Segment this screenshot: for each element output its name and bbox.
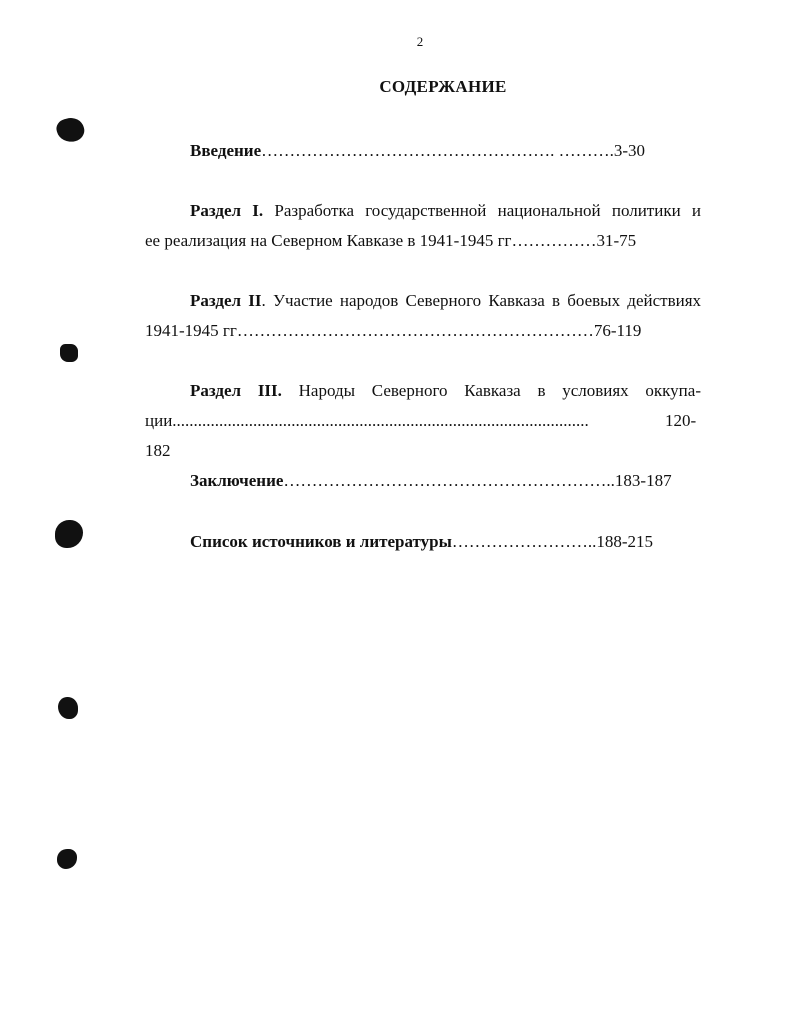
toc-entry-section-1 [145,196,701,256]
punch-hole-mark [58,697,78,719]
toc-entry-line [145,196,701,226]
toc-entry-title-continued: 1941-1945 гг……………………………………………………… [145,321,594,340]
toc-entry-label: Введение [190,141,262,160]
toc-entry-pages: 76-119 [593,321,642,340]
toc-entry-label: Раздел III. [190,381,282,400]
punch-hole-mark [57,849,77,869]
toc-entry-title: . Участие народов Северного Кавказа в боевых действиях [261,291,702,310]
toc-entry-title: Разработка государственной национальной политики и [263,201,701,220]
toc-entry-line [145,286,701,316]
toc-entry-sources [190,527,680,557]
punch-hole-mark [60,344,78,362]
toc-entry-title-continued: ции.................................................................................................. [145,411,589,430]
punch-hole-mark [55,520,83,548]
toc-entry-pages: 31-75 [596,231,637,250]
toc-entry-pages: 188-215 [596,532,654,551]
toc-leader-dots: ……………………………………………. ………. [261,141,614,160]
toc-entry-conclusion [190,466,680,496]
page-title: СОДЕРЖАНИЕ [379,77,507,96]
toc-entry-pages: 120-182 [145,411,697,460]
toc-entry-label: Раздел II [190,291,262,310]
toc-entry-label: Список источников и литературы [190,532,452,551]
toc-entry-line [145,316,701,346]
toc-entry-label: Заключение [190,471,284,490]
toc-entry-title: Народы Северного Кавказа в условиях оккупа- [281,381,701,400]
page-number: 2 [416,34,424,49]
toc-entry-line [145,406,665,436]
toc-leader-dots: …………………….. [451,532,597,551]
toc-entry-line [145,376,701,406]
toc-leader-dots: ………………………………………………….. [283,471,615,490]
toc-entry-introduction [190,136,670,166]
toc-entry-section-3 [145,376,701,466]
toc-entry-label: Раздел I. [190,201,264,220]
toc-entry-pages: 3-30 [613,141,646,160]
toc-entry-title-continued: ее реализация на Северном Кавказе в 1941-1945 гг…………… [145,231,597,250]
toc-entry-line [145,226,701,256]
toc-entry-section-2 [145,286,701,346]
punch-hole-mark [54,115,86,145]
toc-entry-pages: 183-187 [614,471,672,490]
